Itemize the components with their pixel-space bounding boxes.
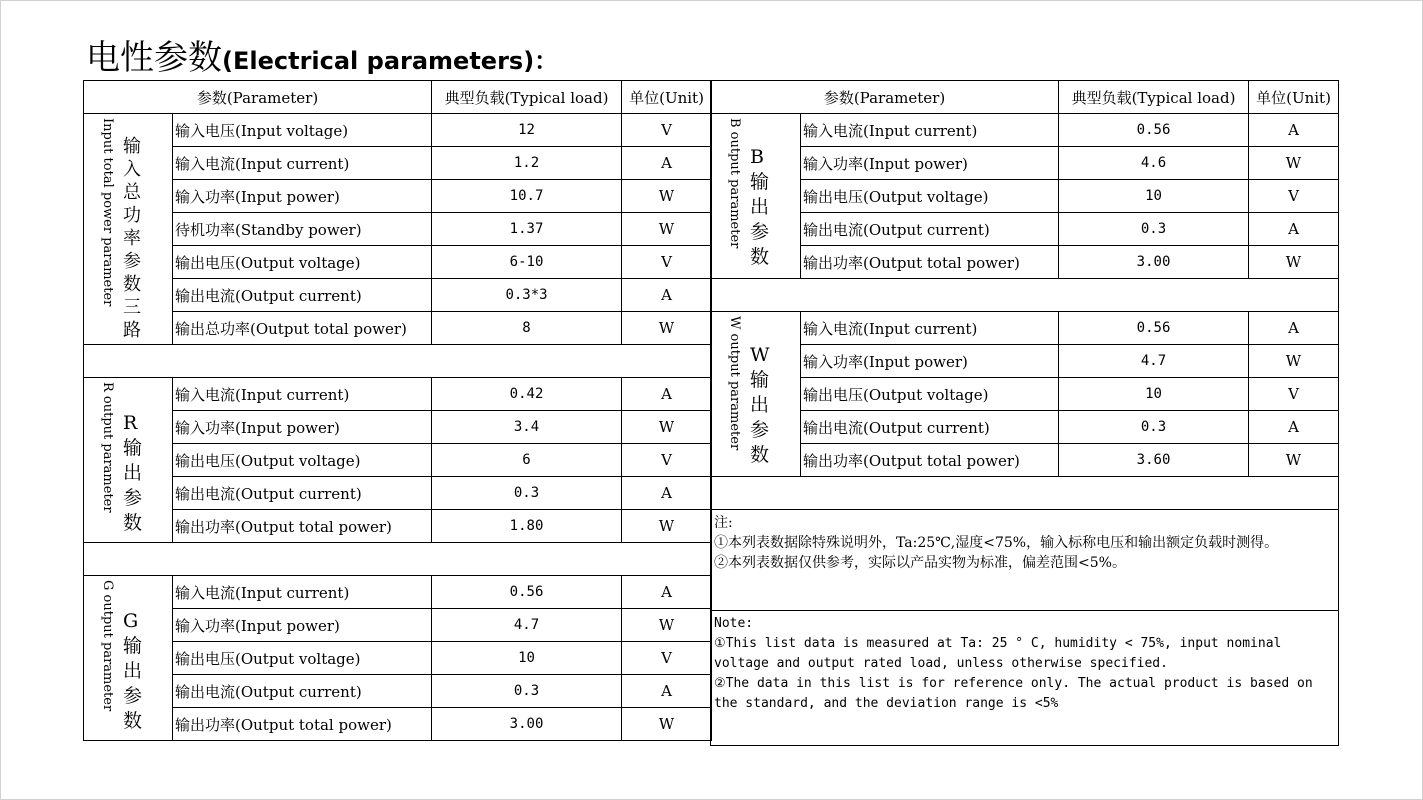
value-cell: 3.4	[432, 411, 622, 444]
unit-cell: W	[1249, 444, 1339, 477]
unit-cell: A	[622, 378, 712, 411]
table-row	[84, 411, 712, 444]
value-cell: 10	[1059, 180, 1249, 213]
table-row	[84, 312, 712, 345]
spacer-row	[711, 279, 1339, 312]
unit-cell: W	[622, 510, 712, 543]
param-cell: 输入功率(Input power)	[801, 147, 1059, 180]
value-cell: 1.37	[432, 213, 622, 246]
group-label-cn: G输出参数	[123, 609, 143, 732]
value-cell: 6-10	[432, 246, 622, 279]
value-cell: 6	[432, 444, 622, 477]
table-row	[711, 411, 1339, 444]
note-en-2: ②The data in this list is for reference only. The actual product is based on the standard, and the deviation range is <5%	[714, 676, 1313, 711]
value-cell: 3.00	[432, 708, 622, 741]
table-row	[84, 510, 712, 543]
value-cell: 0.3*3	[432, 279, 622, 312]
table-row	[711, 213, 1339, 246]
note-cn-2: ②本列表数据仅供参考，实际以产品实物为标准，偏差范围<5%。	[714, 555, 1126, 571]
value-cell: 0.56	[432, 576, 622, 609]
table-row	[711, 444, 1339, 477]
param-cell: 输出电压(Output voltage)	[173, 246, 432, 279]
spacer-cell	[711, 279, 1339, 312]
unit-cell: W	[622, 312, 712, 345]
table-row	[711, 246, 1339, 279]
table-row	[84, 675, 712, 708]
unit-cell: W	[622, 609, 712, 642]
param-cell: 输出电流(Output current)	[173, 675, 432, 708]
value-cell: 0.3	[1059, 213, 1249, 246]
table-row	[711, 147, 1339, 180]
unit-cell: V	[622, 444, 712, 477]
param-cell: 输出电压(Output voltage)	[801, 180, 1059, 213]
unit-cell: V	[1249, 180, 1339, 213]
value-cell: 3.00	[1059, 246, 1249, 279]
unit-cell: A	[1249, 213, 1339, 246]
unit-cell: A	[1249, 312, 1339, 345]
left-parameter-table	[83, 80, 712, 741]
value-cell: 4.7	[1059, 345, 1249, 378]
note-en-1: ①This list data is measured at Ta: 25 ° C, humidity < 75%, input nominal voltage and output rated load, unless otherwise specified.	[714, 636, 1282, 671]
table-row	[84, 213, 712, 246]
param-cell: 输出电压(Output voltage)	[173, 444, 432, 477]
group-label-cn: R输出参数	[123, 411, 143, 534]
group-label-g	[84, 576, 173, 741]
group-label-w	[711, 312, 801, 477]
table-row	[84, 279, 712, 312]
param-cell: 输出总功率(Output total power)	[173, 312, 432, 345]
spacer-cell	[84, 345, 712, 378]
param-cell: 输入功率(Input power)	[801, 345, 1059, 378]
value-cell: 1.2	[432, 147, 622, 180]
group-label-en: Input total power parameter	[100, 118, 115, 307]
value-cell: 0.3	[432, 675, 622, 708]
unit-cell: V	[622, 246, 712, 279]
group-label-cn: 输入总功率参数三路	[123, 135, 141, 341]
table-row	[84, 246, 712, 279]
table-row	[84, 444, 712, 477]
note-cn	[711, 510, 1339, 611]
table-row	[84, 477, 712, 510]
value-cell: 0.42	[432, 378, 622, 411]
value-cell: 0.3	[1059, 411, 1249, 444]
group-label-en: B output parameter	[727, 118, 742, 249]
header-unit: 单位(Unit)	[622, 81, 712, 114]
header-typical: 典型负载(Typical load)	[1059, 81, 1249, 114]
param-cell: 待机功率(Standby power)	[173, 213, 432, 246]
table-header-row	[711, 81, 1339, 114]
param-cell: 输入电流(Input current)	[173, 147, 432, 180]
unit-cell: A	[622, 147, 712, 180]
unit-cell: W	[622, 708, 712, 741]
unit-cell: W	[622, 411, 712, 444]
unit-cell: A	[622, 576, 712, 609]
table-row	[711, 114, 1339, 147]
note-en	[711, 611, 1339, 746]
unit-cell: A	[622, 279, 712, 312]
table-row	[711, 180, 1339, 213]
value-cell: 0.3	[432, 477, 622, 510]
spacer-row	[711, 477, 1339, 510]
unit-cell: V	[1249, 378, 1339, 411]
value-cell: 3.60	[1059, 444, 1249, 477]
value-cell: 4.7	[432, 609, 622, 642]
group-label-cn: W输出参数	[750, 343, 770, 466]
param-cell: 输出电流(Output current)	[173, 279, 432, 312]
table-row	[84, 180, 712, 213]
table-row	[711, 345, 1339, 378]
value-cell: 8	[432, 312, 622, 345]
unit-cell: A	[1249, 114, 1339, 147]
table-row	[711, 312, 1339, 345]
param-cell: 输出电压(Output voltage)	[173, 642, 432, 675]
right-parameter-table	[710, 80, 1339, 746]
value-cell: 12	[432, 114, 622, 147]
value-cell: 0.56	[1059, 114, 1249, 147]
group-label-b	[711, 114, 801, 279]
group-label-input-total	[84, 114, 173, 345]
table-header-row	[84, 81, 712, 114]
spacer-row	[84, 543, 712, 576]
param-cell: 输出电流(Output current)	[173, 477, 432, 510]
param-cell: 输入电流(Input current)	[173, 576, 432, 609]
param-cell: 输入功率(Input power)	[173, 411, 432, 444]
header-param: 参数(Parameter)	[711, 81, 1059, 114]
unit-cell: V	[622, 642, 712, 675]
unit-cell: W	[1249, 246, 1339, 279]
table-row	[84, 576, 712, 609]
header-param: 参数(Parameter)	[84, 81, 432, 114]
unit-cell: W	[622, 180, 712, 213]
param-cell: 输入电流(Input current)	[173, 378, 432, 411]
group-label-r	[84, 378, 173, 543]
param-cell: 输出功率(Output total power)	[173, 708, 432, 741]
value-cell: 1.80	[432, 510, 622, 543]
param-cell: 输出功率(Output total power)	[801, 246, 1059, 279]
note-cn-row	[711, 510, 1339, 611]
table-row	[84, 642, 712, 675]
unit-cell: W	[1249, 147, 1339, 180]
page-title	[86, 30, 558, 79]
unit-cell: V	[622, 114, 712, 147]
param-cell: 输出电压(Output voltage)	[801, 378, 1059, 411]
table-row	[84, 708, 712, 741]
group-label-cn: B输出参数	[750, 145, 770, 268]
title-cn: 电性参数	[86, 38, 222, 78]
spacer-cell	[84, 543, 712, 576]
value-cell: 10	[432, 642, 622, 675]
unit-cell: A	[622, 477, 712, 510]
table-row	[84, 378, 712, 411]
param-cell: 输出电流(Output current)	[801, 213, 1059, 246]
param-cell: 输入电流(Input current)	[801, 312, 1059, 345]
note-cn-1: ①本列表数据除特殊说明外，Ta:25℃,湿度<75%，输入标称电压和输出额定负载时测得。	[714, 535, 1279, 551]
group-label-en: R output parameter	[100, 382, 115, 513]
value-cell: 4.6	[1059, 147, 1249, 180]
param-cell: 输出功率(Output total power)	[173, 510, 432, 543]
value-cell: 0.56	[1059, 312, 1249, 345]
unit-cell: A	[1249, 411, 1339, 444]
note-cn-label: 注:	[714, 515, 733, 531]
unit-cell: W	[622, 213, 712, 246]
header-typical: 典型负载(Typical load)	[432, 81, 622, 114]
spacer-cell	[711, 477, 1339, 510]
param-cell: 输出功率(Output total power)	[801, 444, 1059, 477]
param-cell: 输出电流(Output current)	[801, 411, 1059, 444]
table-row	[84, 609, 712, 642]
table-row	[84, 114, 712, 147]
param-cell: 输入功率(Input power)	[173, 180, 432, 213]
param-cell: 输入电流(Input current)	[801, 114, 1059, 147]
title-en: (Electrical parameters)：	[222, 47, 559, 75]
param-cell: 输入功率(Input power)	[173, 609, 432, 642]
unit-cell: W	[1249, 345, 1339, 378]
table-row	[711, 378, 1339, 411]
param-cell: 输入电压(Input voltage)	[173, 114, 432, 147]
group-label-en: W output parameter	[727, 316, 742, 451]
table-row	[84, 147, 712, 180]
group-label-en: G output parameter	[100, 580, 115, 712]
value-cell: 10.7	[432, 180, 622, 213]
header-unit: 单位(Unit)	[1249, 81, 1339, 114]
note-en-row	[711, 611, 1339, 746]
note-en-label: Note:	[714, 616, 754, 631]
unit-cell: A	[622, 675, 712, 708]
spacer-row	[84, 345, 712, 378]
value-cell: 10	[1059, 378, 1249, 411]
